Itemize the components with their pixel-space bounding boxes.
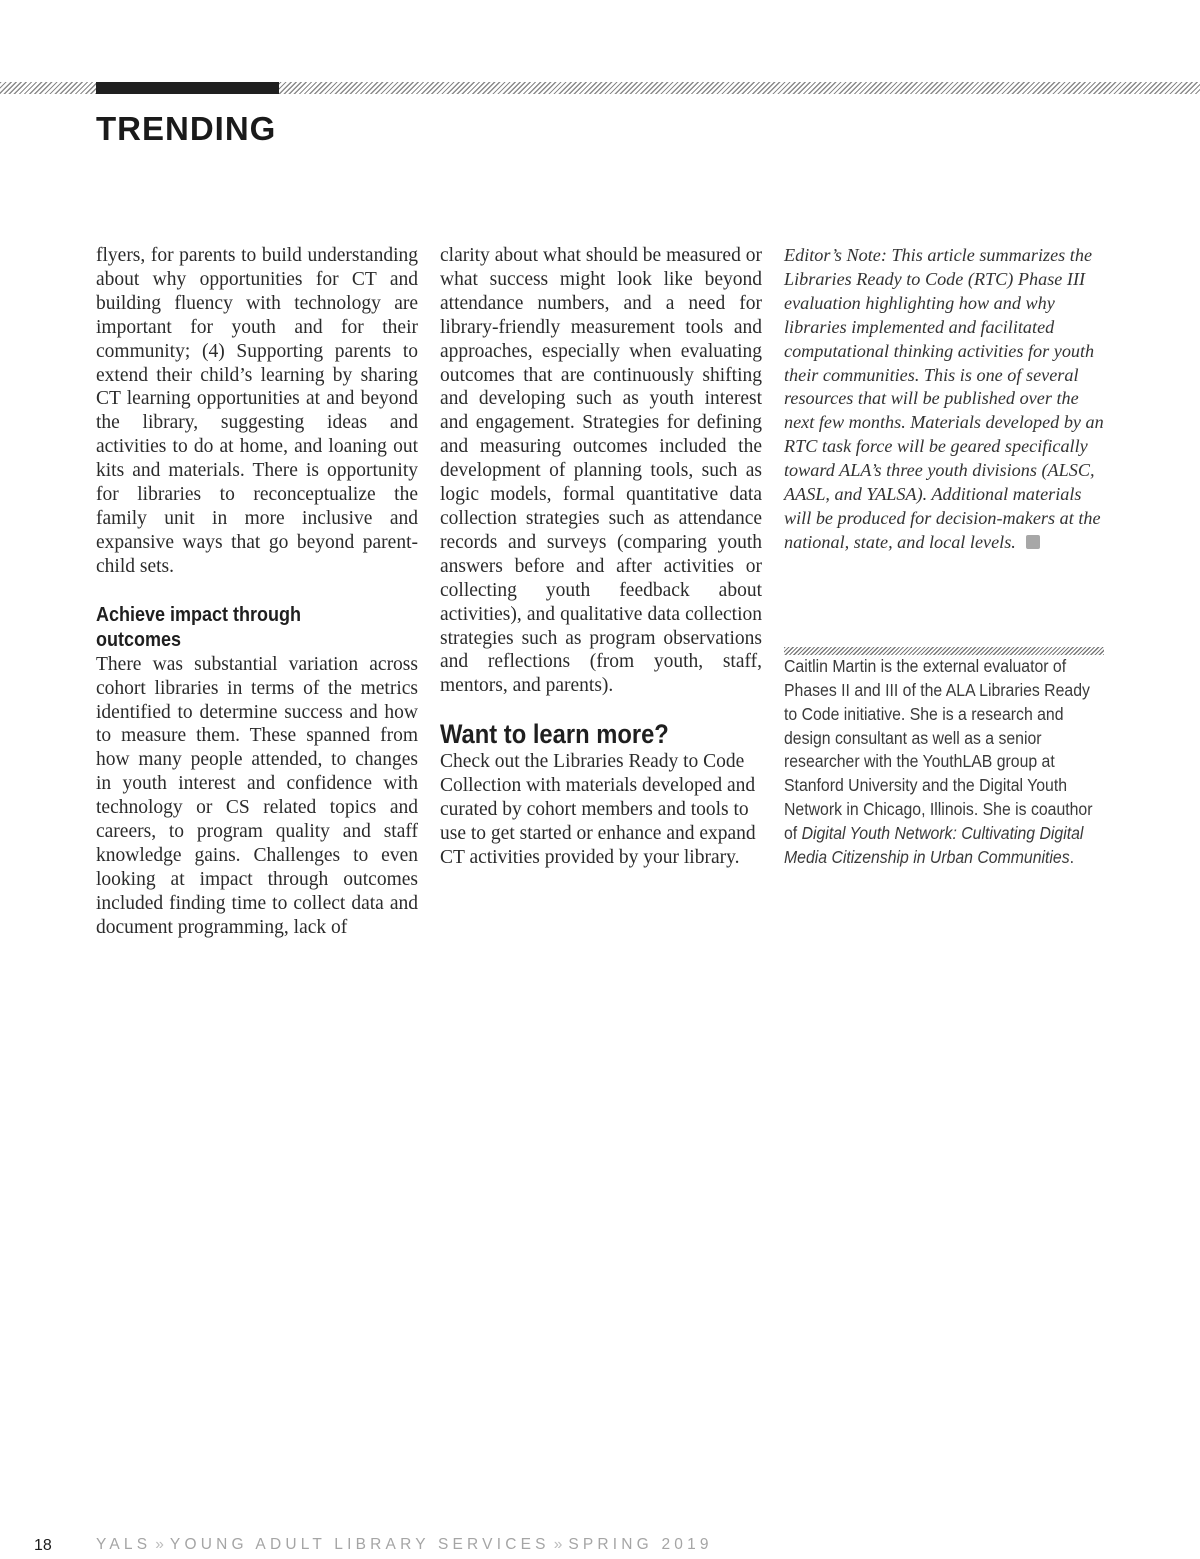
footer-publication-short: YALS [96, 1536, 152, 1553]
footer-separator-1: » [155, 1536, 166, 1553]
column-1-paragraph-1: flyers, for parents to build understanding about why opportunities for CT and building fluency with technology are important for youth and for their community; (4) Supporting parents to extend their child’s learning by sharing CT learning opportunities at and beyond the library, suggesting ideas and activities to do at home, and loaning out kits and materials. There is opportunity for libraries to reconceptualize the family unit in more inclusive and expansive ways that go beyond parent-child sets. [96, 245, 418, 577]
column-2-paragraph-2: Check out the Libraries Ready to Code Collection with materials developed and curated by cohort members and tools to use to get started or enhance and expand CT activities provided by your library. [440, 751, 756, 868]
article-column-3 [784, 244, 1106, 870]
running-footer [96, 1536, 713, 1554]
section-title: TRENDING [96, 110, 277, 147]
editors-note-text: Editor’s Note: This article summarizes the Libraries Ready to Code (RTC) Phase III evaluation highlighting how and why libraries implemented and facilitated computational thinking activities for youth their communities. This is one of several resources that will be published over the next few months. Materials developed by an RTC task force will be geared specifically toward ALA’s three youth divisions (ALSC, AASL, and YALSA). Additional materials will be produced for decision-makers at the national, state, and local levels. [784, 245, 1104, 552]
header-accent-bar [96, 82, 279, 94]
column-2-paragraph-1: clarity about what should be measured or what success might look like beyond attendance numbers, and a need for library-friendly measurement tools and approaches, especially when evaluating outcomes that are continuously shifting and developing such as youth interest and engagement. Strategies for defining and measuring outcomes included the development of planning tools, such as logic models, formal quantitative data collection strategies such as attendance records and surveys (comparing youth answers before and after activities or collecting youth feedback about activities), and qualitative data collection strategies such as program observations and reflections (from youth, staff, mentors, and parents). [440, 245, 762, 697]
heading-want-to-learn-more: Want to learn more? [440, 719, 669, 750]
footer-publication-name: YOUNG ADULT LIBRARY SERVICES [169, 1536, 550, 1553]
subheading-achieve-impact: Achieve impact through outcomes [96, 603, 302, 651]
author-bio-end: . [1069, 847, 1075, 868]
article-column-2 [440, 244, 762, 870]
bio-divider [784, 647, 1104, 655]
author-bio [784, 655, 1101, 870]
author-book-title: Digital Youth Network: Cultivating Digital Media Citizenship in Urban Communities [784, 823, 1084, 868]
editors-note [784, 244, 1106, 555]
article-column-1 [96, 244, 418, 940]
author-bio-text: Caitlin Martin is the external evaluator of Phases II and III of the ALA Libraries Ready to Code initiative. She is a research and design consultant as well as a senior researcher with the YouthLAB group at Stanford University and the Digital Youth Network in Chicago, Illinois. She is coauthor of [784, 655, 1093, 844]
page-number: 18 [34, 1537, 52, 1554]
end-of-article-icon [1026, 535, 1040, 549]
footer-issue: SPRING 2019 [568, 1536, 713, 1553]
column-1-paragraph-2: There was substantial variation across cohort libraries in terms of the metrics identified to determine success and how to measure them. These spanned from how many people attended, to changes in youth interest and confidence with technology or CS related topics and careers, to program quality and staff knowledge gains. Challenges to even looking at impact through outcomes included finding time to collect data and document programming, lack of [96, 653, 418, 938]
footer-separator-2: » [553, 1536, 565, 1553]
